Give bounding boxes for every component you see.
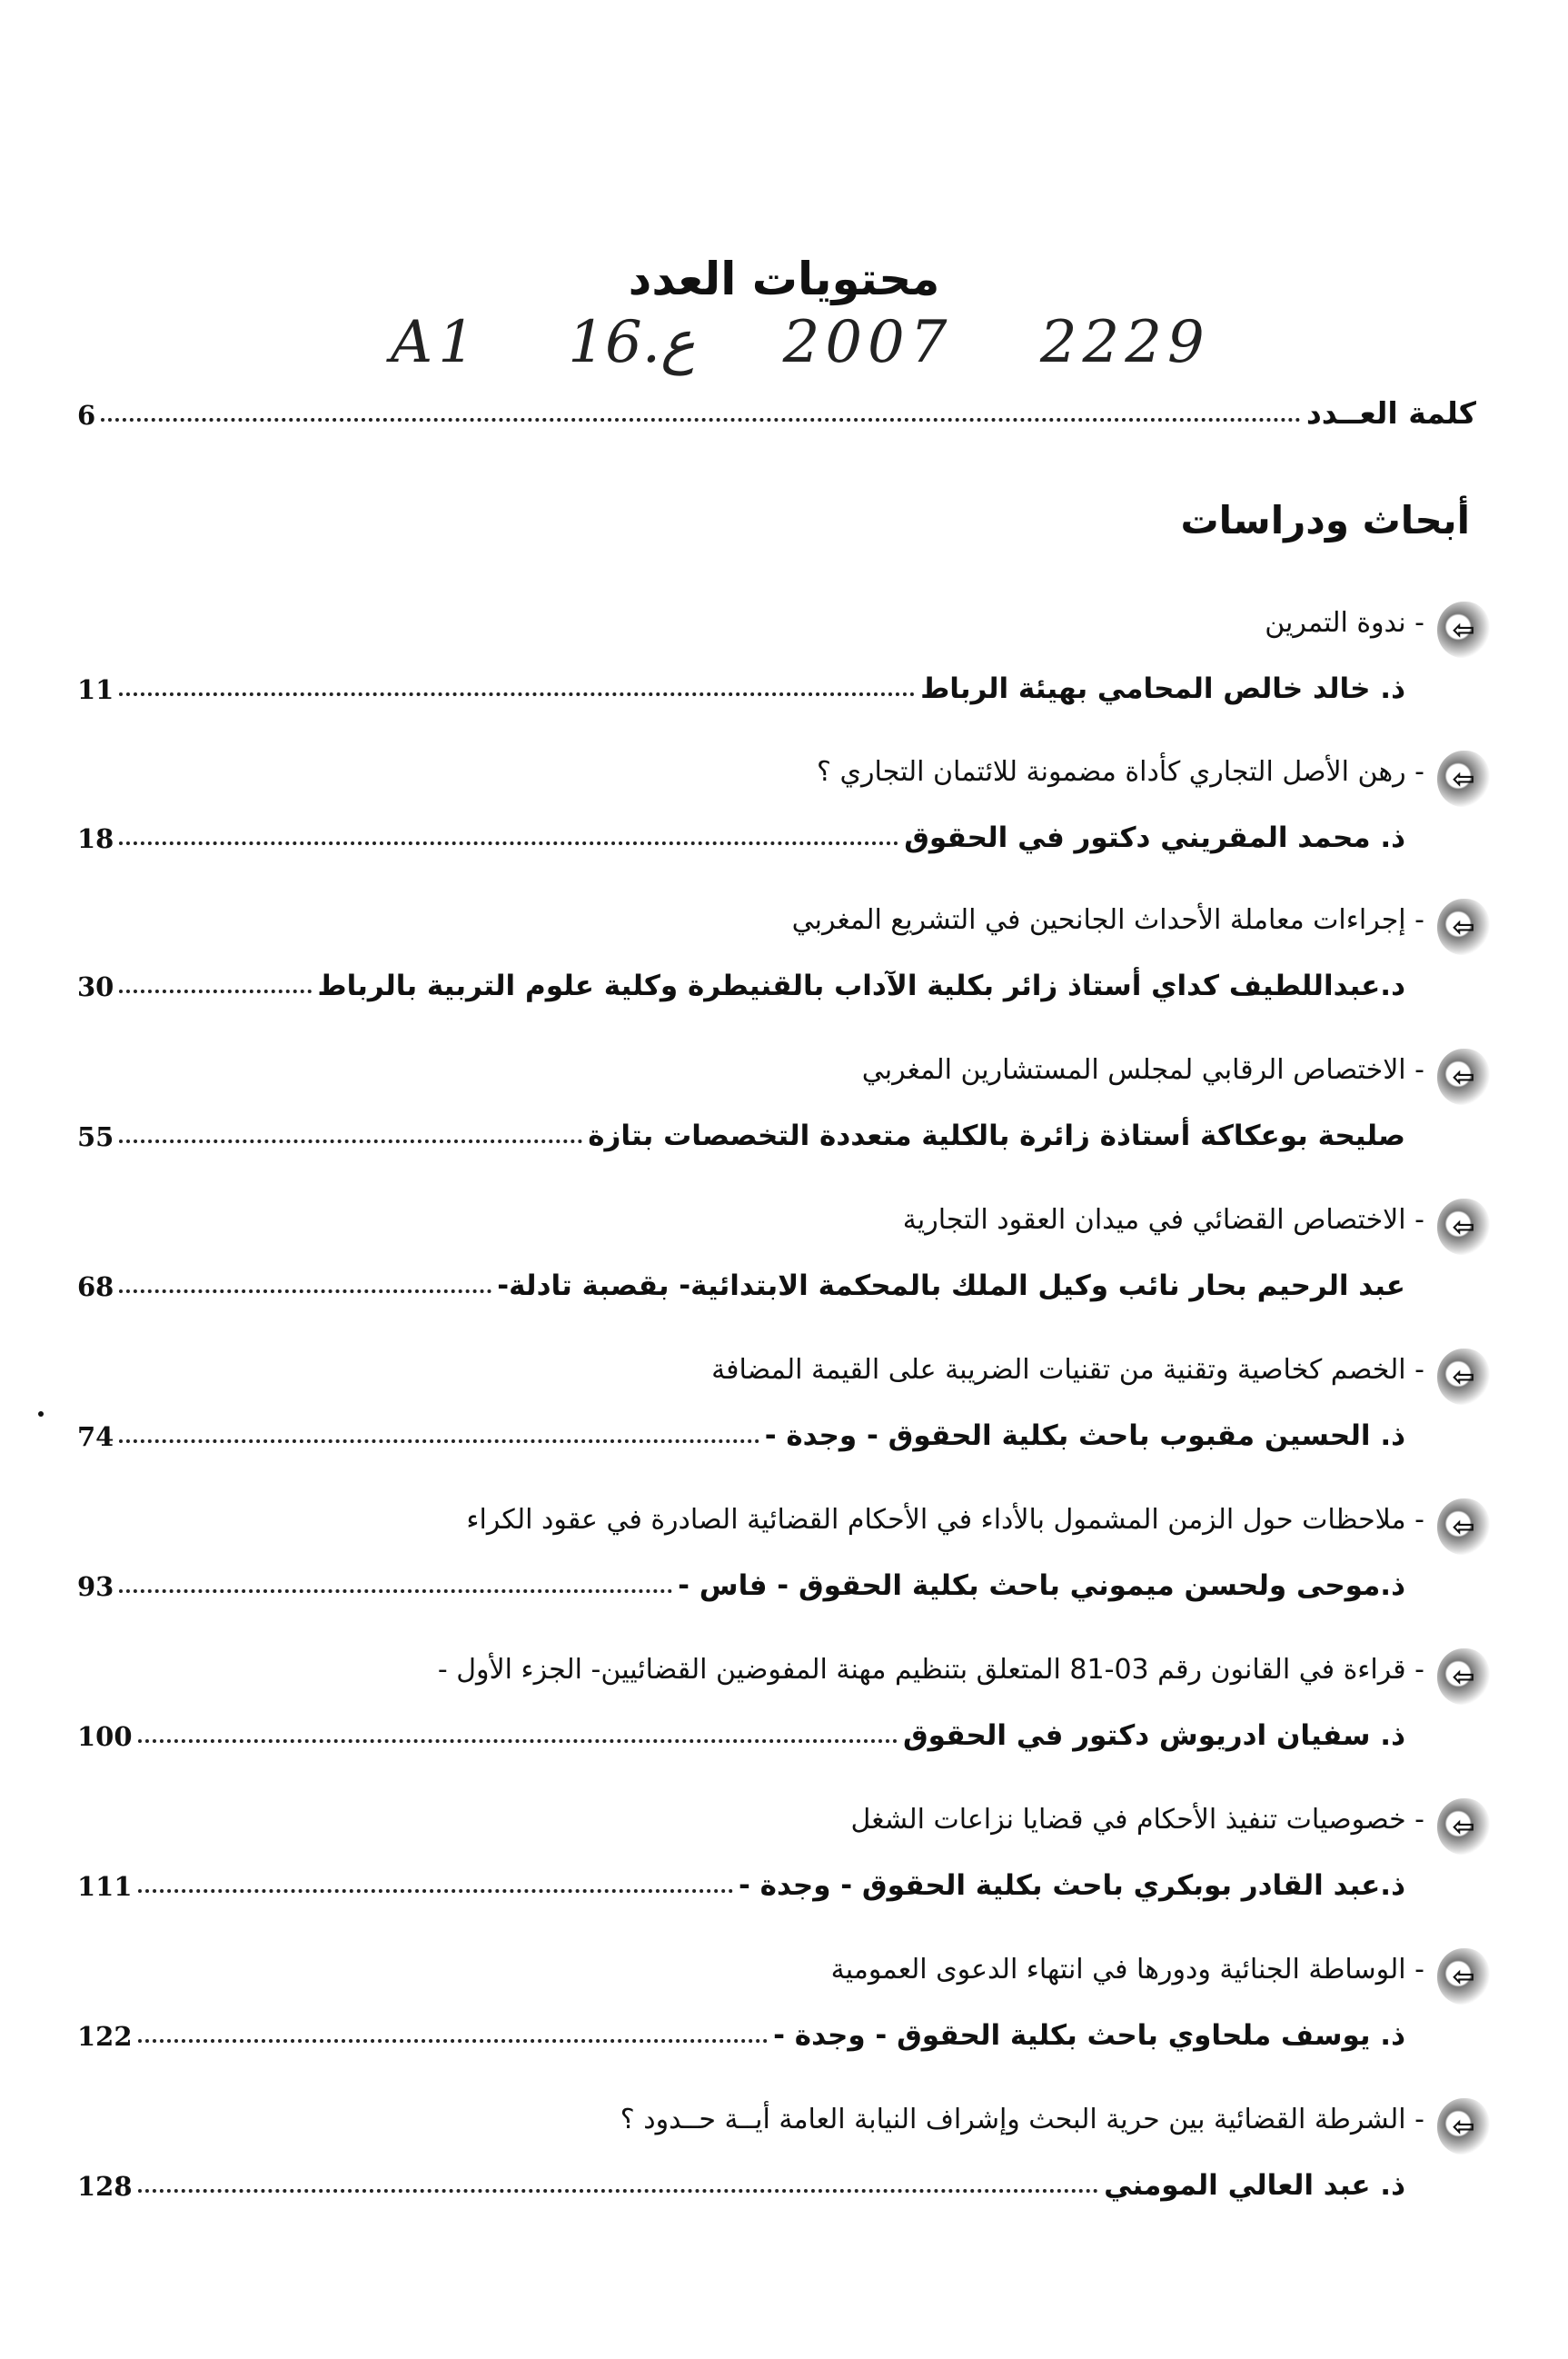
entry-author: ذ. عبد العالي المومني bbox=[1104, 2169, 1405, 2202]
dot-leader bbox=[119, 1140, 582, 1143]
entry-title: - الوساطة الجنائية ودورها في انتهاء الدعوى العمومية bbox=[830, 1954, 1424, 1986]
entry-author-line bbox=[77, 1105, 1405, 1152]
arrow-left-icon: ⇦ bbox=[1437, 602, 1490, 658]
entry-author: د.عبداللطيف كداي أستاذ زائر بكلية الآداب بالقنيطرة وكلية علوم التربية بالرباط bbox=[317, 970, 1405, 1002]
toc-entry[interactable] bbox=[77, 607, 1490, 716]
entry-author: ذ.موحى ولحسن ميموني باحث بكلية الحقوق - فاس - bbox=[678, 1569, 1405, 1602]
entry-title: - الشرطة القضائية بين حرية البحث وإشراف النيابة العامة أيــة حــدود ؟ bbox=[620, 2104, 1424, 2135]
handwritten-ref-number: 2229 bbox=[1039, 309, 1210, 376]
scan-speck bbox=[38, 1411, 44, 1417]
entry-title: - إجراءات معاملة الأحداث الجانحين في التشريع المغربي bbox=[791, 904, 1424, 936]
entry-title: - الاختصاص الرقابي لمجلس المستشارين المغربي bbox=[861, 1054, 1424, 1086]
arrow-left-icon: ⇦ bbox=[1437, 1948, 1490, 2005]
arrow-left-icon: ⇦ bbox=[1437, 1349, 1490, 1405]
toc-entry[interactable] bbox=[77, 904, 1490, 1013]
arrow-left-icon: ⇦ bbox=[1437, 1199, 1490, 1255]
toc-entry[interactable] bbox=[77, 1654, 1490, 1763]
entry-author-line bbox=[77, 955, 1405, 1002]
entry-author: ذ. خالد خالص المحامي بهيئة الرباط bbox=[920, 672, 1405, 705]
dot-leader bbox=[119, 692, 915, 696]
entry-author: ذ.عبد القادر بوبكري باحث بكلية الحقوق - وجدة - bbox=[738, 1869, 1405, 1902]
editorial-label: كلمة العــدد bbox=[1305, 395, 1476, 431]
entry-author: ذ. محمد المقريني دكتور في الحقوق bbox=[904, 821, 1405, 854]
section-title: أبحاث ودراسات bbox=[1180, 498, 1470, 542]
entry-title: - خصوصيات تنفيذ الأحكام في قضايا نزاعات الشغل bbox=[850, 1804, 1424, 1836]
entry-title: - ملاحظات حول الزمن المشمول بالأداء في الأحكام القضائية الصادرة في عقود الكراء bbox=[466, 1504, 1424, 1536]
entry-page-number: 111 bbox=[77, 1871, 133, 1902]
dot-leader bbox=[119, 1289, 491, 1293]
entry-page-number: 122 bbox=[77, 2021, 133, 2052]
arrow-left-icon: ⇦ bbox=[1437, 899, 1490, 955]
dot-leader bbox=[119, 1439, 759, 1443]
handwritten-ref-year: 2007 bbox=[782, 309, 953, 376]
dot-leader bbox=[138, 1889, 733, 1893]
entry-author-line bbox=[77, 1255, 1405, 1302]
entry-author-line bbox=[77, 2155, 1405, 2202]
dot-leader bbox=[119, 841, 898, 845]
entry-title: - ندوة التمرين bbox=[1265, 607, 1424, 639]
arrow-left-icon: ⇦ bbox=[1437, 1498, 1490, 1555]
toc-entry[interactable] bbox=[77, 1504, 1490, 1613]
entry-author: ذ. سفيان ادريوش دكتور في الحقوق bbox=[902, 1719, 1405, 1752]
entry-page-number: 100 bbox=[77, 1721, 133, 1752]
handwritten-reference bbox=[391, 309, 1274, 376]
toc-entry[interactable] bbox=[77, 1804, 1490, 1913]
entry-page-number: 55 bbox=[77, 1121, 114, 1152]
dot-leader bbox=[119, 1589, 672, 1593]
dot-leader bbox=[138, 2189, 1099, 2193]
editorial-line[interactable] bbox=[77, 380, 1476, 431]
toc-entry[interactable] bbox=[77, 2104, 1490, 2213]
dot-leader bbox=[101, 418, 1301, 422]
entry-page-number: 68 bbox=[77, 1271, 114, 1302]
toc-entry[interactable] bbox=[77, 1204, 1490, 1313]
arrow-left-icon: ⇦ bbox=[1437, 751, 1490, 807]
entry-author: صليحة بوعكاكة أستاذة زائرة بالكلية متعددة التخصصات بتازة bbox=[588, 1120, 1405, 1152]
entry-page-number: 18 bbox=[77, 823, 114, 854]
entry-page-number: 11 bbox=[77, 674, 114, 705]
editorial-page-number: 6 bbox=[77, 400, 96, 431]
entry-author: ذ. يوسف ملحاوي باحث بكلية الحقوق - وجدة - bbox=[773, 2019, 1405, 2052]
toc-entry[interactable] bbox=[77, 756, 1490, 865]
entry-author-line bbox=[77, 2005, 1405, 2052]
entry-author-line bbox=[77, 1405, 1405, 1452]
dot-leader bbox=[119, 990, 312, 993]
entry-author: ذ. الحسين مقبوب باحث بكلية الحقوق - وجدة - bbox=[764, 1419, 1405, 1452]
toc-entry[interactable] bbox=[77, 1054, 1490, 1163]
entry-author-line bbox=[77, 658, 1405, 705]
entry-page-number: 93 bbox=[77, 1571, 114, 1602]
arrow-left-icon: ⇦ bbox=[1437, 1648, 1490, 1705]
handwritten-ref-a1: A1 bbox=[391, 309, 481, 376]
entry-page-number: 30 bbox=[77, 971, 114, 1002]
entry-page-number: 74 bbox=[77, 1421, 114, 1452]
page-title: محتويات العدد bbox=[628, 253, 940, 305]
entry-author: عبد الرحيم بحار نائب وكيل الملك بالمحكمة الابتدائية- بقصبة تادلة- bbox=[497, 1269, 1405, 1302]
entry-author-line bbox=[77, 1705, 1405, 1752]
entry-author-line bbox=[77, 1555, 1405, 1602]
dot-leader bbox=[138, 1739, 898, 1743]
arrow-left-icon: ⇦ bbox=[1437, 2098, 1490, 2155]
entry-title: - رهن الأصل التجاري كأداة مضمونة للائتمان التجاري ؟ bbox=[817, 756, 1424, 788]
arrow-left-icon: ⇦ bbox=[1437, 1049, 1490, 1105]
toc-entry[interactable] bbox=[77, 1954, 1490, 2063]
entry-title: - الخصم كخاصية وتقنية من تقنيات الضريبة على القيمة المضافة bbox=[711, 1354, 1424, 1386]
entry-title: - قراءة في القانون رقم 03-81 المتعلق بتنظيم مهنة المفوضين القضائيين- الجزء الأول - bbox=[437, 1654, 1424, 1686]
entry-author-line bbox=[77, 1855, 1405, 1902]
entry-title: - الاختصاص القضائي في ميدان العقود التجارية bbox=[902, 1204, 1424, 1236]
dot-leader bbox=[138, 2039, 769, 2043]
entry-author-line bbox=[77, 807, 1405, 854]
toc-entry[interactable] bbox=[77, 1354, 1490, 1463]
handwritten-ref-issue: 16.ع bbox=[568, 309, 696, 376]
entry-page-number: 128 bbox=[77, 2171, 133, 2202]
arrow-left-icon: ⇦ bbox=[1437, 1798, 1490, 1855]
